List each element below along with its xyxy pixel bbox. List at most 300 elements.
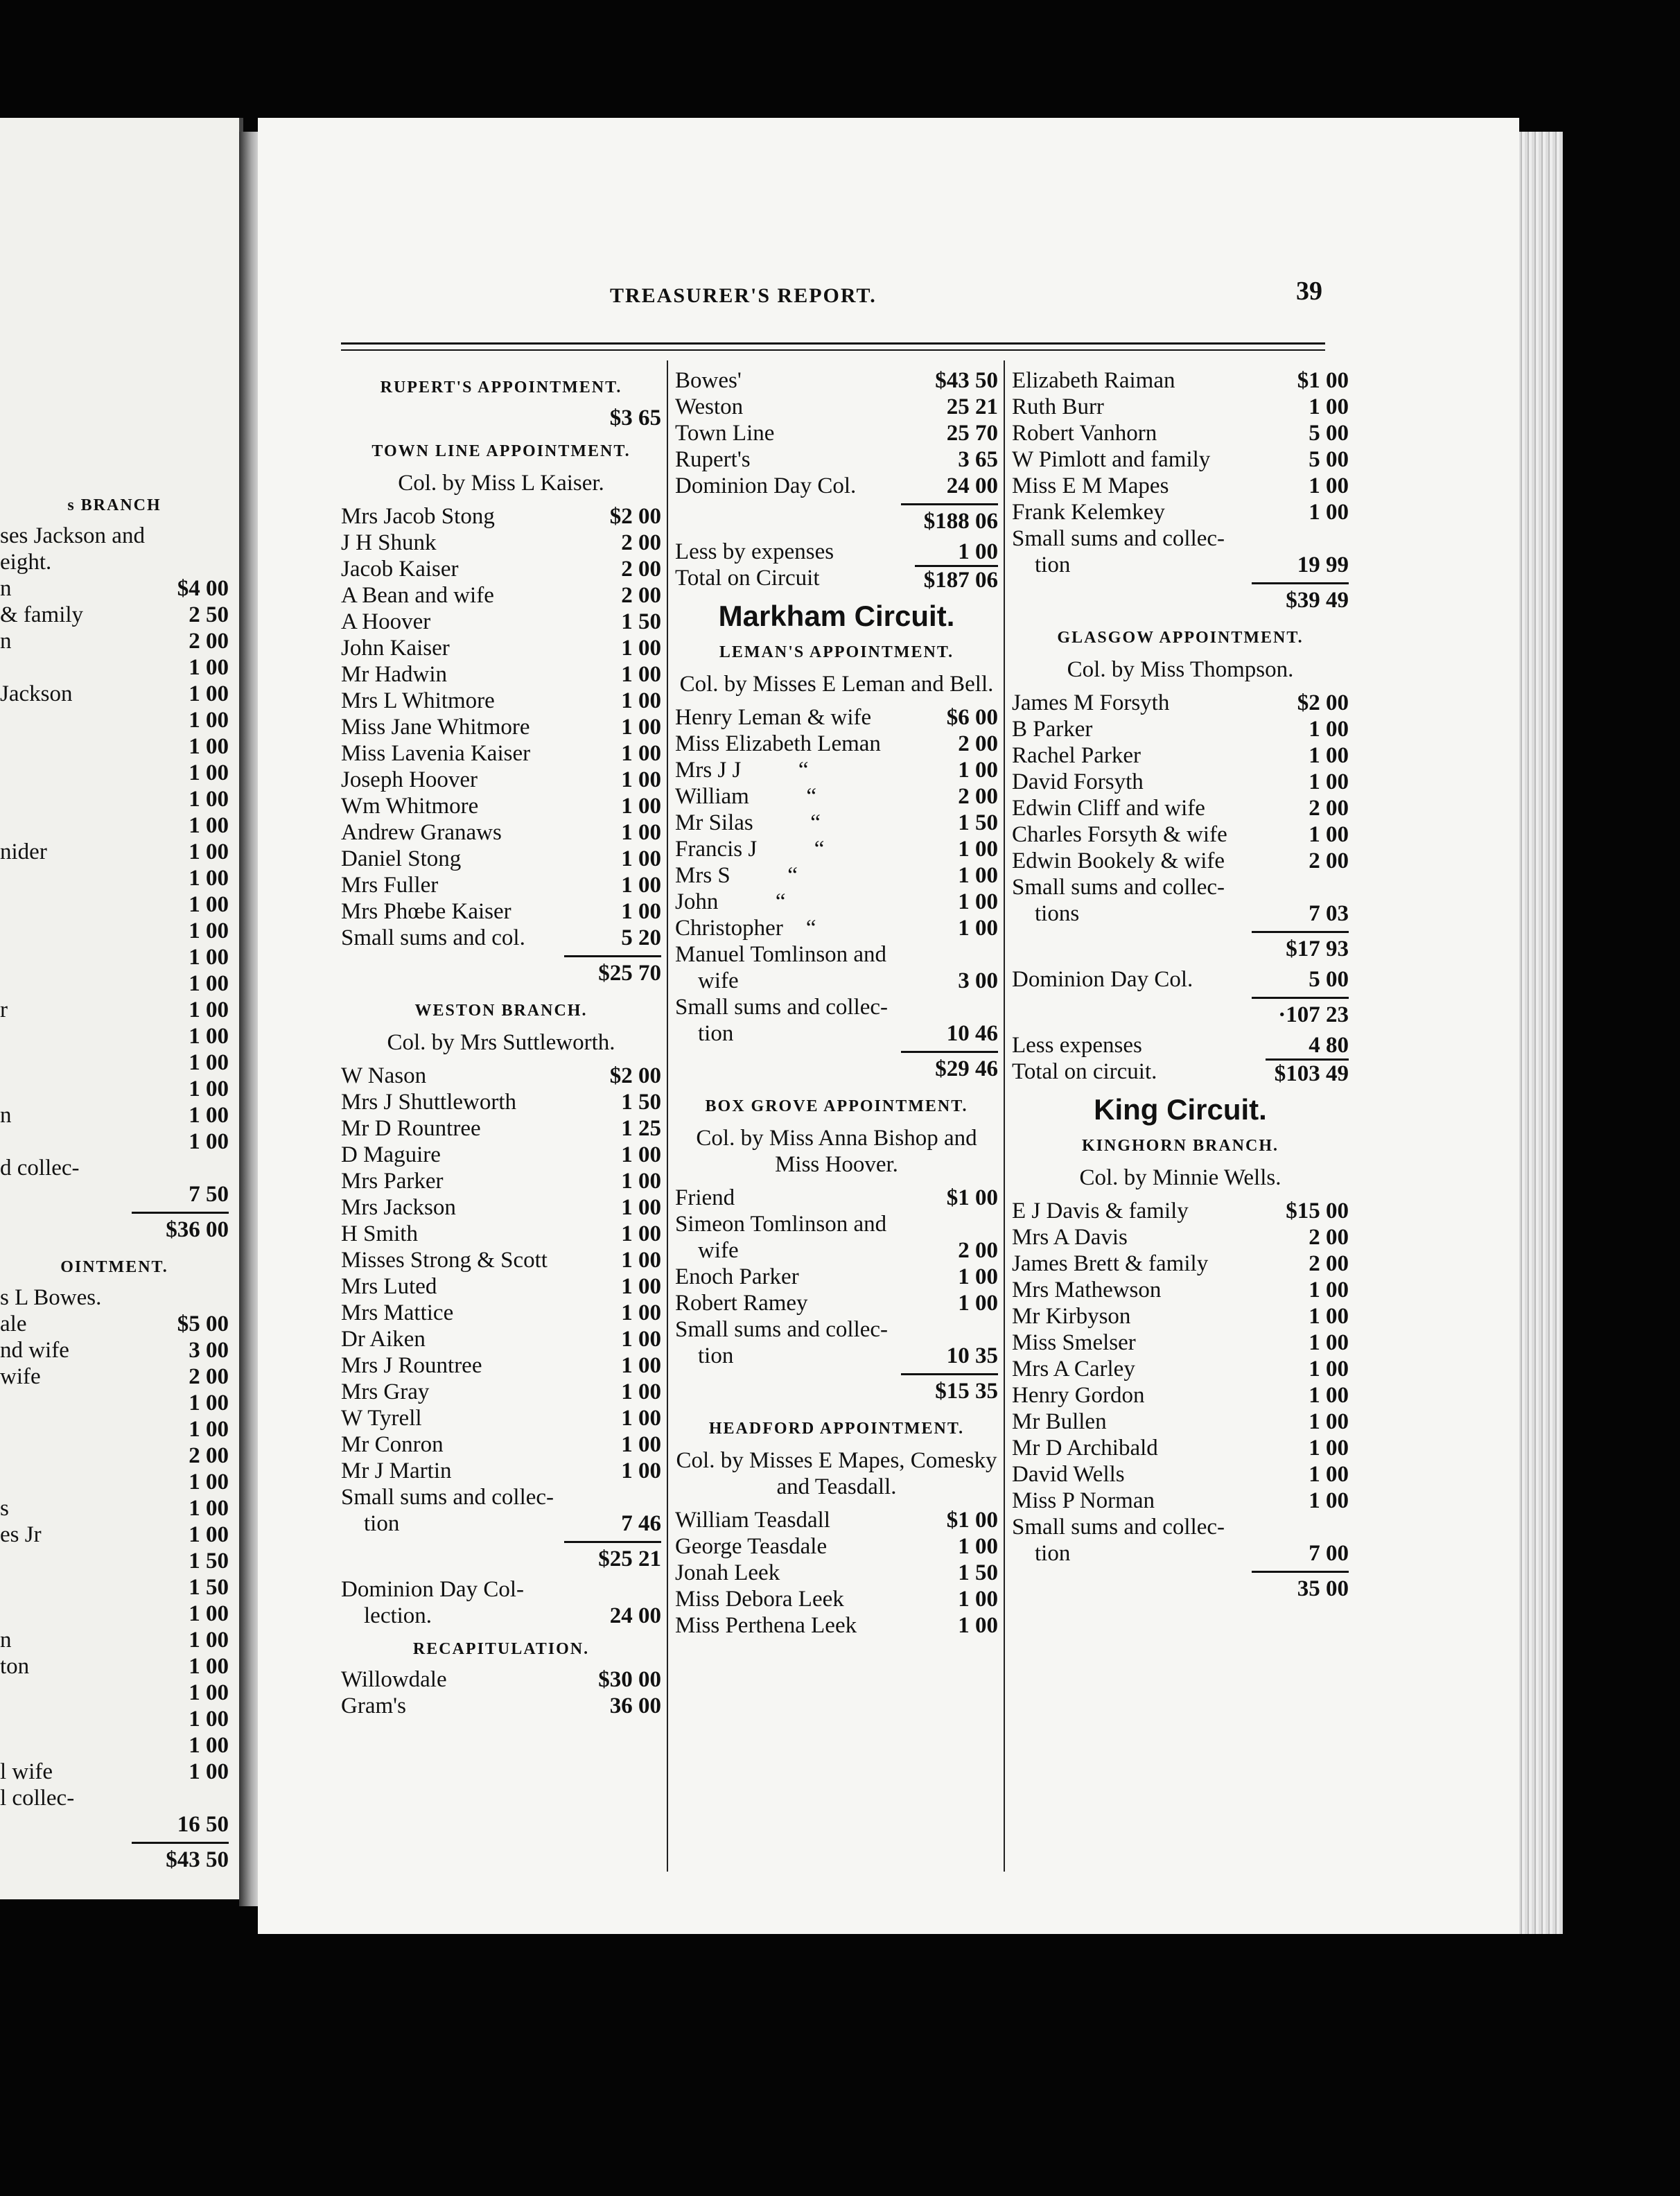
entry-name: Miss E M Mapes bbox=[1012, 473, 1169, 498]
entry-amount: 1 00 bbox=[1309, 717, 1349, 742]
entry-name bbox=[0, 812, 159, 839]
entry-row bbox=[341, 1693, 661, 1719]
circuit-title: King Circuit. bbox=[1094, 1093, 1267, 1126]
entry-row bbox=[0, 839, 229, 865]
subtotal-amount: $15 35 bbox=[901, 1373, 998, 1404]
entry-amount: $4 00 bbox=[177, 576, 229, 601]
entry-row bbox=[675, 1533, 998, 1560]
entry-name: Mrs J Rountree bbox=[341, 1353, 482, 1378]
entry-row bbox=[675, 367, 998, 394]
entry-row bbox=[1012, 1435, 1349, 1461]
entry-name: Robert Ramey bbox=[675, 1291, 808, 1316]
entry-name: n bbox=[0, 576, 12, 601]
entry-amount: 1 00 bbox=[621, 1406, 661, 1431]
section-heading: KINGHORN BRANCH. bbox=[1081, 1137, 1279, 1155]
entry-name: lection. bbox=[341, 1603, 432, 1628]
entry-row bbox=[1012, 473, 1349, 499]
entry-row bbox=[675, 1020, 998, 1047]
entry-amount: 1 00 bbox=[189, 1103, 229, 1128]
entry-amount: 1 00 bbox=[621, 741, 661, 766]
entry-name bbox=[0, 760, 159, 786]
entry-row bbox=[341, 1273, 661, 1300]
entry-name: wife bbox=[0, 1364, 41, 1389]
entry-name: James Brett & family bbox=[1012, 1251, 1209, 1276]
entry-amount: 1 00 bbox=[189, 1496, 229, 1521]
entry-amount: 1 00 bbox=[1309, 1278, 1349, 1302]
entry-row bbox=[675, 1264, 998, 1290]
entry-name: Misses Strong & Scott bbox=[341, 1248, 548, 1273]
entry-name: Robert Vanhorn bbox=[1012, 421, 1157, 446]
entry-amount: 25 21 bbox=[946, 394, 998, 419]
left-page-column bbox=[0, 485, 229, 1877]
entry-amount: 1 00 bbox=[621, 636, 661, 661]
section-heading: s BRANCH bbox=[67, 496, 161, 514]
entry-amount: 1 00 bbox=[621, 1353, 661, 1378]
entry-row bbox=[0, 681, 229, 707]
entry-amount: 1 50 bbox=[189, 1549, 229, 1574]
entry-amount: 1 00 bbox=[621, 1274, 661, 1299]
entry-row bbox=[1012, 1488, 1349, 1514]
entry-amount: $103 49 bbox=[1266, 1058, 1349, 1087]
entry-row bbox=[0, 1653, 229, 1680]
subtotal-row bbox=[1012, 993, 1349, 1032]
entry-name: Friend bbox=[675, 1185, 735, 1210]
entry-name: Mrs J Shuttleworth bbox=[341, 1090, 517, 1115]
entry-amount: 2 00 bbox=[189, 1443, 229, 1468]
entry-row bbox=[341, 635, 661, 661]
entry-name: A Bean and wife bbox=[341, 583, 494, 608]
entry-row bbox=[341, 503, 661, 530]
entry-amount: 1 00 bbox=[189, 918, 229, 943]
entry-amount: 1 00 bbox=[1309, 1436, 1349, 1461]
entry-row bbox=[1012, 769, 1349, 795]
entry-amount: 2 00 bbox=[1309, 848, 1349, 873]
entry-amount: 3 65 bbox=[958, 447, 998, 472]
entry-row bbox=[0, 786, 229, 812]
entry-amount: 1 00 bbox=[1309, 769, 1349, 794]
entry-amount: $2 00 bbox=[609, 1063, 661, 1088]
entry-amount: 1 00 bbox=[189, 1077, 229, 1101]
entry-name bbox=[341, 405, 578, 431]
entry-row bbox=[341, 688, 661, 714]
entry-name: Jonah Leek bbox=[675, 1560, 780, 1585]
entry-amount: 10 46 bbox=[946, 1021, 998, 1046]
entry-amount: $6 00 bbox=[946, 705, 998, 730]
entry-text: Manuel Tomlinson and bbox=[675, 942, 887, 967]
collector-line: Col. by Miss L Kaiser. bbox=[398, 471, 604, 496]
entry-row bbox=[1012, 1250, 1349, 1277]
entry-name: tion bbox=[675, 1343, 734, 1368]
entry-amount: 1 00 bbox=[189, 1628, 229, 1653]
collector-line: Col. by Misses E Leman and Bell. bbox=[679, 672, 994, 697]
entry-name: Mrs Mathewson bbox=[1012, 1278, 1162, 1302]
entry-row bbox=[0, 1469, 229, 1495]
entry-amount: 1 00 bbox=[621, 1169, 661, 1194]
entry-name: nd wife bbox=[0, 1338, 69, 1363]
entry-row bbox=[341, 1458, 661, 1484]
entry-row bbox=[1012, 966, 1349, 993]
entry-name: r bbox=[0, 997, 8, 1022]
entry-amount: 10 35 bbox=[946, 1343, 998, 1368]
entry-row bbox=[675, 862, 998, 889]
entry-name: Christopher “ bbox=[675, 916, 816, 941]
entry-row bbox=[0, 1443, 229, 1469]
entry-name: & family bbox=[0, 602, 84, 627]
entry-row bbox=[341, 1142, 661, 1168]
entry-name bbox=[0, 1076, 159, 1102]
entry-row bbox=[341, 1063, 661, 1089]
section-heading: RECAPITULATION. bbox=[412, 1640, 590, 1658]
entry-amount: 1 00 bbox=[621, 715, 661, 740]
entry-name: Mrs Jackson bbox=[341, 1195, 456, 1220]
entry-amount: 1 00 bbox=[189, 945, 229, 970]
entry-name: D Maguire bbox=[341, 1142, 441, 1167]
entry-amount: 16 50 bbox=[177, 1812, 229, 1837]
column-separator bbox=[667, 360, 668, 1872]
entry-text: Small sums and collec- bbox=[1012, 526, 1225, 551]
entry-amount: $1 00 bbox=[1297, 368, 1349, 393]
entry-text: Small sums and collec- bbox=[1012, 1515, 1225, 1540]
entry-amount: 1 00 bbox=[621, 1300, 661, 1325]
entry-name bbox=[0, 865, 159, 891]
subtotal-amount: $39 49 bbox=[1252, 582, 1349, 613]
entry-amount: 1 00 bbox=[1309, 1488, 1349, 1513]
entry-amount: 1 00 bbox=[621, 1458, 661, 1483]
entry-row bbox=[675, 1290, 998, 1316]
entry-amount: 1 00 bbox=[189, 787, 229, 812]
entry-text: Small sums and collec- bbox=[675, 995, 889, 1020]
subtotal-amount: $36 00 bbox=[132, 1212, 229, 1243]
entry-name: Jackson bbox=[0, 681, 73, 706]
entry-row bbox=[341, 714, 661, 740]
entry-amount: 1 50 bbox=[958, 810, 998, 835]
entry-name: George Teasdale bbox=[675, 1534, 828, 1559]
entry-amount: 1 00 bbox=[1309, 1409, 1349, 1434]
entry-name: David Forsyth bbox=[1012, 769, 1144, 794]
entry-name: Dominion Day Col. bbox=[675, 473, 857, 498]
entry-amount: 1 00 bbox=[1309, 1462, 1349, 1487]
entry-amount: $15 00 bbox=[1286, 1199, 1349, 1223]
entry-name: Mrs Mattice bbox=[341, 1300, 454, 1325]
entry-amount: 1 00 bbox=[958, 863, 998, 888]
subtotal-amount: $17 93 bbox=[1252, 931, 1349, 962]
entry-row bbox=[675, 394, 998, 420]
entry-amount: $1 00 bbox=[946, 1185, 998, 1210]
entry-row bbox=[341, 1405, 661, 1431]
entry-row bbox=[1012, 1303, 1349, 1330]
entry-name: tion bbox=[341, 1511, 400, 1536]
entry-row bbox=[0, 1627, 229, 1653]
entry-amount: $187 06 bbox=[915, 565, 998, 593]
entry-text: ses Jackson and bbox=[0, 523, 145, 548]
entry-amount: $43 50 bbox=[935, 368, 998, 393]
entry-name: Wm Whitmore bbox=[341, 794, 479, 819]
entry-amount: 2 00 bbox=[958, 784, 998, 809]
entry-name: ale bbox=[0, 1312, 27, 1336]
entry-name bbox=[0, 1181, 159, 1208]
entry-amount: 2 00 bbox=[1309, 1251, 1349, 1276]
entry-row bbox=[341, 1089, 661, 1115]
entry-name bbox=[0, 970, 159, 997]
entry-amount: 1 00 bbox=[189, 1680, 229, 1705]
entry-amount: 1 00 bbox=[621, 1195, 661, 1220]
entry-name: Miss Elizabeth Leman bbox=[675, 731, 881, 756]
entry-row bbox=[341, 556, 661, 582]
entry-row bbox=[341, 1194, 661, 1221]
entry-name: Rachel Parker bbox=[1012, 743, 1141, 768]
entry-name: Edwin Cliff and wife bbox=[1012, 796, 1205, 821]
entry-amount: 3 00 bbox=[958, 968, 998, 993]
entry-name: Mr Conron bbox=[341, 1432, 444, 1457]
entry-row bbox=[341, 1431, 661, 1458]
entry-row bbox=[0, 1049, 229, 1076]
collector-line: Col. by Minnie Wells. bbox=[1079, 1165, 1281, 1190]
entry-name: Miss P Norman bbox=[1012, 1488, 1155, 1513]
entry-name: n bbox=[0, 1103, 12, 1128]
subtotal-amount: ·107 23 bbox=[1252, 997, 1349, 1028]
circuit-title: Markham Circuit. bbox=[718, 600, 955, 632]
entry-row bbox=[0, 628, 229, 654]
entry-name bbox=[0, 733, 159, 760]
entry-amount: 1 00 bbox=[621, 873, 661, 898]
entry-name: nider bbox=[0, 839, 47, 864]
entry-row bbox=[1012, 1277, 1349, 1303]
entry-amount: 1 50 bbox=[189, 1575, 229, 1600]
entry-amount: 1 25 bbox=[621, 1116, 661, 1141]
entry-name: H Smith bbox=[341, 1221, 418, 1246]
entry-text: eight. bbox=[0, 550, 52, 575]
entry-row bbox=[1012, 446, 1349, 473]
entry-amount: 1 00 bbox=[1309, 1357, 1349, 1382]
entry-amount: 1 50 bbox=[958, 1560, 998, 1585]
entry-row bbox=[341, 661, 661, 688]
column-2 bbox=[675, 367, 998, 1639]
subtotal-amount: 35 00 bbox=[1252, 1571, 1349, 1602]
entry-row bbox=[341, 1352, 661, 1379]
entry-amount: 19 99 bbox=[1297, 552, 1349, 577]
entry-name bbox=[0, 654, 159, 681]
entry-row bbox=[0, 1574, 229, 1601]
entry-row bbox=[0, 575, 229, 602]
entry-amount: 1 00 bbox=[189, 1129, 229, 1154]
entry-name: Total on Circuit bbox=[675, 566, 820, 591]
entry-name: Town Line bbox=[675, 421, 775, 446]
entry-row bbox=[675, 539, 998, 565]
entry-amount: 1 00 bbox=[189, 1707, 229, 1732]
entry-row bbox=[0, 1548, 229, 1574]
entry-row bbox=[341, 872, 661, 898]
entry-amount: 1 00 bbox=[189, 892, 229, 917]
header-rule-thin bbox=[341, 349, 1325, 351]
entry-amount: 1 00 bbox=[189, 1050, 229, 1075]
entry-name bbox=[0, 1469, 159, 1495]
entry-amount: 1 00 bbox=[621, 899, 661, 924]
entry-name: Mr D Rountree bbox=[341, 1116, 481, 1141]
entry-name: Frank Kelemkey bbox=[1012, 500, 1165, 525]
entry-amount: 1 00 bbox=[958, 889, 998, 914]
entry-name bbox=[0, 1443, 159, 1469]
entry-row bbox=[1012, 367, 1349, 394]
subtotal-row bbox=[0, 1208, 229, 1247]
entry-name: s bbox=[0, 1496, 9, 1521]
entry-amount: 1 00 bbox=[958, 916, 998, 941]
entry-name: David Wells bbox=[1012, 1462, 1125, 1487]
entry-row bbox=[1012, 848, 1349, 874]
entry-name: tion bbox=[675, 1021, 734, 1046]
entry-row bbox=[1012, 821, 1349, 848]
entry-amount: 1 00 bbox=[189, 1654, 229, 1679]
entry-name: Miss Debora Leek bbox=[675, 1587, 844, 1612]
entry-name: Less by expenses bbox=[675, 539, 834, 564]
entry-row bbox=[0, 1023, 229, 1049]
entry-row bbox=[675, 915, 998, 941]
entry-row bbox=[1012, 1409, 1349, 1435]
entry-row bbox=[0, 1811, 229, 1838]
entry-row bbox=[1012, 1382, 1349, 1409]
entry-name: es Jr bbox=[0, 1522, 42, 1547]
entry-row bbox=[0, 1337, 229, 1363]
subtotal-row bbox=[675, 1047, 998, 1086]
entry-text: Small sums and collec- bbox=[1012, 875, 1225, 900]
entry-name: Total on circuit. bbox=[1012, 1059, 1157, 1084]
entry-row bbox=[675, 1612, 998, 1639]
entry-name bbox=[0, 1128, 159, 1155]
entry-amount: 1 00 bbox=[189, 1759, 229, 1784]
entry-row bbox=[0, 1181, 229, 1208]
entry-row bbox=[341, 1247, 661, 1273]
left-page bbox=[0, 118, 243, 1899]
subtotal-row bbox=[1012, 578, 1349, 618]
entry-amount: 4 80 bbox=[1309, 1033, 1349, 1058]
entry-name bbox=[0, 1023, 159, 1049]
entry-amount: 2 00 bbox=[958, 1238, 998, 1263]
entry-name: wife bbox=[675, 1238, 739, 1263]
entry-amount: 1 00 bbox=[621, 1379, 661, 1404]
entry-name bbox=[0, 786, 159, 812]
entry-amount: 1 00 bbox=[621, 820, 661, 845]
entry-amount: 1 00 bbox=[1309, 1330, 1349, 1355]
entry-row bbox=[0, 602, 229, 628]
entry-name: Mr Kirbyson bbox=[1012, 1304, 1131, 1329]
entry-row bbox=[675, 704, 998, 731]
entry-amount: 2 00 bbox=[958, 731, 998, 756]
entry-amount: 1 00 bbox=[1309, 822, 1349, 847]
subtotal-row bbox=[341, 951, 661, 991]
entry-row bbox=[1012, 1032, 1349, 1058]
entry-name: Mrs S “ bbox=[675, 863, 798, 888]
collector-line: Col. by Miss Thompson. bbox=[1067, 657, 1294, 682]
entry-amount: 7 50 bbox=[189, 1182, 229, 1207]
entry-row bbox=[675, 889, 998, 915]
entry-name: n bbox=[0, 629, 12, 654]
entry-name: Henry Gordon bbox=[1012, 1383, 1145, 1408]
entry-row bbox=[341, 767, 661, 793]
entry-name bbox=[0, 944, 159, 970]
entry-amount: 1 00 bbox=[189, 997, 229, 1022]
entry-row bbox=[0, 812, 229, 839]
entry-name: Mrs J J “ bbox=[675, 758, 809, 783]
entry-amount: 1 00 bbox=[1309, 473, 1349, 498]
entry-name: Joseph Hoover bbox=[341, 767, 478, 792]
entry-row bbox=[1012, 795, 1349, 821]
entry-row bbox=[341, 1666, 661, 1693]
entry-row bbox=[341, 925, 661, 951]
entry-row bbox=[341, 609, 661, 635]
circuit-total-row bbox=[675, 565, 998, 593]
entry-amount: 5 00 bbox=[1309, 421, 1349, 446]
entry-row bbox=[1012, 1198, 1349, 1224]
entry-amount: 1 00 bbox=[1309, 1304, 1349, 1329]
entry-row bbox=[675, 731, 998, 757]
entry-name bbox=[0, 1548, 159, 1574]
entry-row bbox=[0, 1601, 229, 1627]
entry-name bbox=[0, 1574, 159, 1601]
entry-name: John Kaiser bbox=[341, 636, 450, 661]
entry-name bbox=[0, 1680, 159, 1706]
entry-amount: 1 00 bbox=[621, 1221, 661, 1246]
entry-text: Small sums and collec- bbox=[341, 1485, 554, 1510]
entry-amount: 1 00 bbox=[189, 1601, 229, 1626]
entry-row bbox=[1012, 742, 1349, 769]
entry-name: Enoch Parker bbox=[675, 1264, 799, 1289]
entry-amount: 36 00 bbox=[609, 1693, 661, 1718]
entry-text: Simeon Tomlinson and bbox=[675, 1212, 887, 1237]
entry-row bbox=[0, 1102, 229, 1128]
entry-row bbox=[0, 970, 229, 997]
entry-name bbox=[0, 891, 159, 918]
subtotal-amount: $25 70 bbox=[564, 955, 661, 986]
entry-row bbox=[1012, 420, 1349, 446]
entry-text: Dominion Day Col- bbox=[341, 1577, 524, 1602]
entry-amount: 1 00 bbox=[1309, 1383, 1349, 1408]
entry-row bbox=[0, 1076, 229, 1102]
entry-amount: 2 00 bbox=[621, 557, 661, 582]
entry-row bbox=[0, 1732, 229, 1759]
entry-text: Small sums and collec- bbox=[675, 1317, 889, 1342]
entry-amount: 1 00 bbox=[958, 837, 998, 862]
entry-row bbox=[341, 740, 661, 767]
entry-row bbox=[0, 1416, 229, 1443]
entry-row bbox=[0, 1311, 229, 1337]
entry-row bbox=[341, 1379, 661, 1405]
entry-amount: 1 00 bbox=[621, 662, 661, 687]
entry-name: tions bbox=[1012, 901, 1080, 926]
entry-name: Jacob Kaiser bbox=[341, 557, 459, 582]
entry-name: William “ bbox=[675, 784, 816, 809]
entry-amount: 1 00 bbox=[189, 1522, 229, 1547]
entry-amount: 2 00 bbox=[189, 1364, 229, 1389]
entry-amount: 7 00 bbox=[1309, 1541, 1349, 1566]
header-rule bbox=[341, 342, 1325, 345]
entry-amount: 1 00 bbox=[621, 794, 661, 819]
section-heading: OINTMENT. bbox=[60, 1258, 168, 1276]
subtotal-amount: $29 46 bbox=[901, 1051, 998, 1082]
entry-name bbox=[0, 707, 159, 733]
entry-row bbox=[0, 1390, 229, 1416]
entry-row bbox=[341, 582, 661, 609]
page-number: 39 bbox=[1296, 277, 1322, 306]
entry-name: tion bbox=[1012, 1541, 1071, 1566]
entry-name: W Nason bbox=[341, 1063, 427, 1088]
entry-amount: 1 00 bbox=[958, 758, 998, 783]
entry-amount: 5 20 bbox=[621, 925, 661, 950]
entry-amount: 2 50 bbox=[189, 602, 229, 627]
entry-row bbox=[0, 1759, 229, 1785]
entry-name: James M Forsyth bbox=[1012, 690, 1170, 715]
entry-amount: $1 00 bbox=[946, 1508, 998, 1533]
subtotal-amount: $43 50 bbox=[132, 1842, 229, 1873]
entry-amount: $2 00 bbox=[609, 504, 661, 529]
